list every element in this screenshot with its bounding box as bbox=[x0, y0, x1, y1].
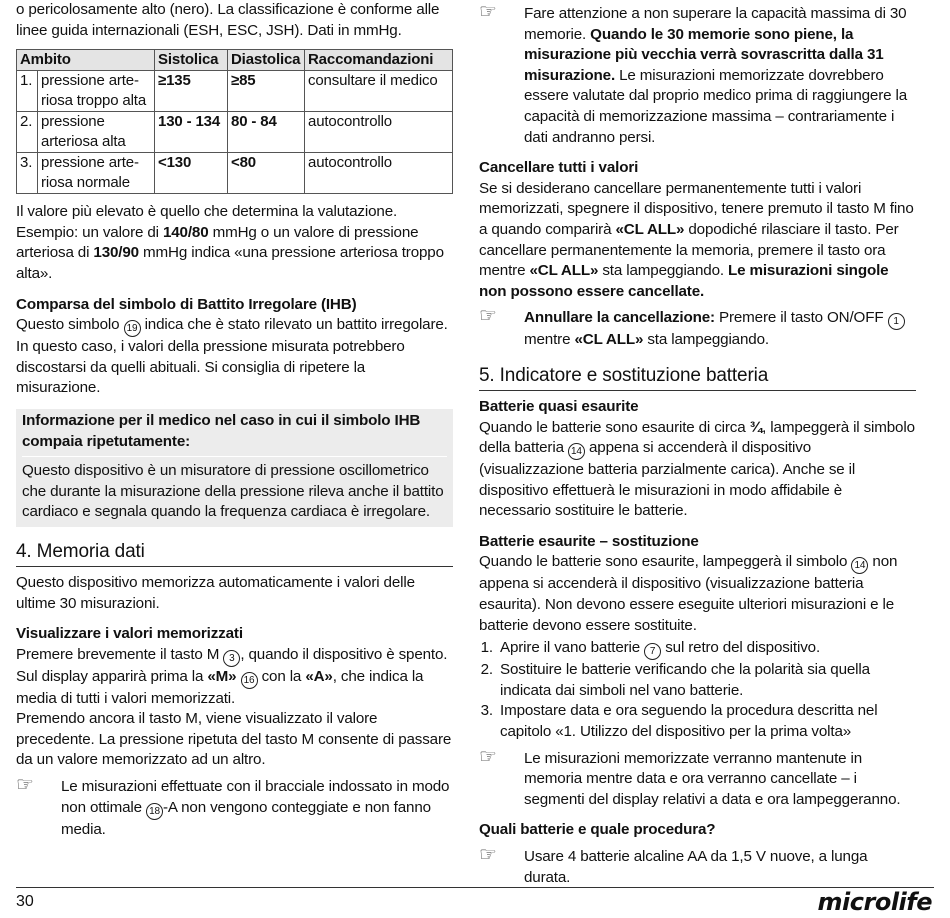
view-text: con la bbox=[257, 667, 306, 685]
note-undo-clear bbox=[479, 305, 916, 351]
low-text: , lampeggerà il simbolo della batteria bbox=[479, 418, 915, 457]
clear-paragraph bbox=[479, 179, 916, 303]
note-bold-text: Annullare la cancellazione: bbox=[524, 309, 715, 327]
eval-text: Il valore più elevato è quello che determina la valutazione. Esempio: un valore di bbox=[16, 203, 398, 241]
circled-number-19: 19 bbox=[124, 320, 141, 337]
pointing-hand-icon: ☞ bbox=[16, 774, 34, 797]
low-text: Quando le batterie sono esaurite di circa bbox=[479, 418, 750, 436]
note-text: Fare attenzione a non superare la capacità massima di 30 memorie. bbox=[524, 5, 907, 43]
row-label: pressione arte-riosa normale bbox=[38, 153, 155, 194]
evaluation-paragraph bbox=[16, 202, 453, 284]
note-bold-text: Quando le 30 memorie sono piene, la misurazione più vecchia verrà sovrascritta dalla 31 misurazione. bbox=[524, 25, 884, 84]
row-sistolica: <130 bbox=[155, 153, 228, 194]
section-4-heading: 4. Memoria dati bbox=[16, 541, 453, 567]
row-number: 2. bbox=[17, 112, 38, 153]
footer-divider bbox=[16, 887, 934, 888]
table-header-row bbox=[17, 50, 453, 71]
view-text: , quando il dispositivo è spento. Sul display apparirà prima la bbox=[16, 645, 448, 685]
circled-number-14: 14 bbox=[568, 443, 585, 460]
note-text: Premere il tasto ON/OFF bbox=[714, 309, 888, 327]
row-diastolica: 80 - 84 bbox=[228, 112, 305, 153]
row-raccomandazione: consultare il medico bbox=[305, 71, 453, 112]
table-row bbox=[17, 112, 453, 153]
row-label: pressione arte-riosa troppo alta bbox=[38, 71, 155, 112]
list-item: 2. Sostituire le batterie verificando che la polarità sia quella indicata dai simboli nel vano batterie. bbox=[497, 660, 916, 701]
view-paragraph-2: Premendo ancora il tasto M, viene visualizzato il valore precedente. La pressione ripetuta del tasto M consente di passare da un valore memorizzato ad un altro. bbox=[16, 710, 452, 769]
row-label: pressione arteriosa alta bbox=[38, 112, 155, 153]
circled-number-14: 14 bbox=[851, 557, 868, 574]
header-ambito: Ambito bbox=[17, 50, 155, 71]
row-raccomandazione: autocontrollo bbox=[305, 153, 453, 194]
clear-text: Se si desiderano cancellare permanentemente tutti i valori memorizzati, spegnere il dispositivo, tenere premuto il tasto M fino a quando comparirà bbox=[479, 179, 914, 238]
pointing-hand-icon: ☞ bbox=[479, 745, 497, 768]
doctor-info-box bbox=[16, 409, 453, 527]
page-number: 30 bbox=[16, 893, 34, 910]
pointing-hand-icon: ☞ bbox=[479, 1, 497, 23]
circled-number-3: 3 bbox=[223, 650, 240, 667]
note-battery-type bbox=[479, 844, 916, 888]
pointing-hand-icon: ☞ bbox=[479, 844, 497, 866]
cl-all-label: «CL ALL» bbox=[574, 331, 644, 349]
flat-battery-heading: Batterie esaurite – sostituzione bbox=[479, 532, 699, 550]
circled-number-7: 7 bbox=[644, 643, 661, 660]
battery-steps-list bbox=[479, 638, 916, 742]
row-raccomandazione: autocontrollo bbox=[305, 112, 453, 153]
brand-logo: microlife bbox=[817, 888, 932, 916]
view-m-label: «M» bbox=[207, 667, 237, 685]
header-raccomandazioni: Raccomandazioni bbox=[305, 50, 453, 71]
intro-paragraph: o pericolosamente alto (nero). La classificazione è conforme alle linee guida internazionali (ESH, ESC, JSH). Dati in mmHg. bbox=[16, 1, 440, 39]
ihb-heading: Comparsa del simbolo di Battito Irregolare (IHB) bbox=[16, 295, 357, 313]
row-number: 1. bbox=[17, 71, 38, 112]
view-text: , che indica la media di tutti i valori memorizzati. bbox=[16, 667, 424, 707]
eval-value-1: 140/80 bbox=[162, 223, 209, 241]
header-diastolica: Diastolica bbox=[228, 50, 305, 71]
note-text: Le misurazioni effettuate con il bracciale indossato in modo non ottimale bbox=[61, 778, 450, 816]
clear-heading: Cancellare tutti i valori bbox=[479, 159, 639, 177]
clear-text: sta lampeggiando. bbox=[598, 262, 729, 280]
section-5-heading: 5. Indicatore e sostituzione batteria bbox=[479, 365, 916, 391]
row-number: 3. bbox=[17, 153, 38, 194]
step-text: sul retro del dispositivo. bbox=[661, 639, 821, 657]
note-data-retention bbox=[479, 745, 916, 811]
doctor-info-title: Informazione per il medico nel caso in cui il simbolo IHB compaia ripetutamente: bbox=[22, 411, 447, 457]
pointing-hand-icon: ☞ bbox=[479, 305, 497, 328]
fraction-value: ¾ bbox=[749, 418, 763, 436]
list-item: 3. Impostare data e ora seguendo la procedura descritta nel capitolo «1. Utilizzo del dispositivo per la prima volta» bbox=[497, 701, 916, 742]
ihb-paragraph bbox=[16, 315, 453, 399]
eval-value-2: 130/90 bbox=[93, 244, 139, 262]
flat-text: non appena si accenderà il dispositivo (visualizzazione batteria esaurita). Non devono essere eseguite ulteriori misurazioni e le batterie devono essere sostituite. bbox=[479, 553, 898, 634]
table-row bbox=[17, 153, 453, 194]
row-sistolica: 130 - 134 bbox=[155, 112, 228, 153]
circled-number-18: 18 bbox=[146, 803, 163, 820]
row-diastolica: <80 bbox=[228, 153, 305, 194]
ihb-text: Questo simbolo bbox=[16, 316, 124, 334]
note-text: Usare 4 batterie alcaline AA da 1,5 V nuove, a lunga durata. bbox=[524, 848, 868, 886]
eval-text: mmHg o un valore di pressione arteriosa di bbox=[16, 223, 419, 262]
view-paragraph bbox=[16, 645, 453, 710]
note-text: Le misurazioni memorizzate verranno mantenute in memoria mentre data e ora verranno cancellate – i segmenti del display relativi a data e ora lampeggeranno. bbox=[524, 749, 901, 808]
note-cuff bbox=[16, 774, 453, 840]
view-heading: Visualizzare i valori memorizzati bbox=[16, 625, 243, 643]
note-memory-capacity bbox=[479, 1, 916, 148]
right-column bbox=[479, 0, 916, 888]
circled-number-16: 16 bbox=[241, 672, 258, 689]
note-text: Le misurazioni memorizzate dovrebbero essere valutate dal proprio medico prima di raggiungere la capacità di memorizzazione massima – contrariamente i dati andranno persi. bbox=[524, 66, 908, 146]
list-item bbox=[497, 638, 916, 660]
note-text: sta lampeggiando. bbox=[643, 331, 769, 349]
table-row bbox=[17, 71, 453, 112]
left-column bbox=[16, 0, 453, 840]
note-text: -A non vengono conteggiate e non fanno media. bbox=[61, 798, 431, 838]
low-text: appena si accenderà il dispositivo (visualizzazione batteria parzialmente carica). Anche se il dispositivo effettuerà le misurazioni in modo affidabile è necessario sostituire le batterie. bbox=[479, 439, 856, 520]
cl-all-label: «CL ALL» bbox=[615, 220, 685, 238]
view-a-label: «A» bbox=[305, 667, 333, 685]
note-text: mentre bbox=[524, 331, 575, 349]
low-battery-paragraph bbox=[479, 418, 916, 522]
which-battery-heading: Quali batterie e quale procedura? bbox=[479, 821, 716, 839]
row-diastolica: ≥85 bbox=[228, 71, 305, 112]
cl-all-label: «CL ALL» bbox=[529, 262, 599, 280]
flat-battery-paragraph bbox=[479, 552, 916, 636]
doctor-info-body: Questo dispositivo è un misuratore di pressione oscillometrico che durante la misurazione della pressione rileva anche il battito cardiaco e segnala quando la frequenza cardiaca è irregolare. bbox=[22, 462, 444, 521]
header-sistolica: Sistolica bbox=[155, 50, 228, 71]
eval-text: mmHg indica «una pressione arteriosa troppo alta». bbox=[16, 244, 444, 282]
circled-number-1: 1 bbox=[888, 313, 905, 330]
ihb-text: indica che è stato rilevato un battito irregolare. In questo caso, i valori della pressione misurata potrebbero discostarsi da quelli abituali. Si consiglia di ripetere la misurazione. bbox=[16, 316, 448, 397]
step-text: Aprire il vano batterie bbox=[500, 639, 645, 657]
view-text: Premere brevemente il tasto M bbox=[16, 645, 224, 663]
clear-text: dopodiché rilasciare il tasto. Per cancellare permanentemente la memoria, premere il tasto ora mentre bbox=[479, 220, 899, 280]
clear-bold-text: Le misurazioni singole non possono essere cancellate. bbox=[479, 262, 889, 300]
row-sistolica: ≥135 bbox=[155, 71, 228, 112]
flat-text: Quando le batterie sono esaurite, lampeggerà il simbolo bbox=[479, 553, 852, 571]
low-battery-heading: Batterie quasi esaurite bbox=[479, 397, 639, 415]
bp-classification-table bbox=[16, 49, 453, 194]
memory-paragraph: Questo dispositivo memorizza automaticamente i valori delle ultime 30 misurazioni. bbox=[16, 573, 415, 612]
